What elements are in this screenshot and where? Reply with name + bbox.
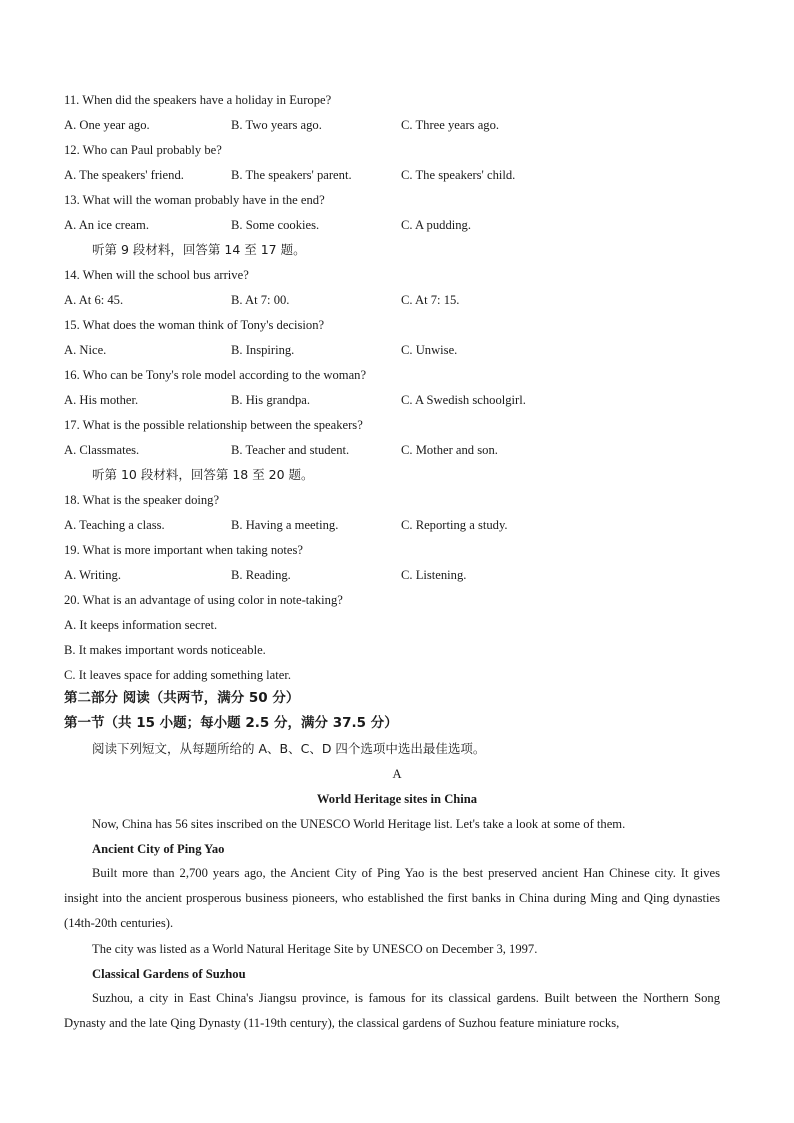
passage-intro: Now, China has 56 sites inscribed on the UNESCO World Heritage list. Let's take a look at some of them. [92, 817, 626, 831]
passage-label: A [392, 767, 402, 781]
q18-option-c: C. Reporting a study. [401, 518, 508, 532]
q18-option-a: A. Teaching a class. [64, 518, 165, 532]
part2-heading: 第二部分 阅读（共两节，满分 50 分） [64, 690, 300, 706]
passage-title: World Heritage sites in China [316, 792, 478, 806]
q12-option-b: B. The speakers' parent. [231, 168, 352, 182]
q13-option-c: C. A pudding. [401, 218, 471, 232]
q19-option-b: B. Reading. [231, 568, 291, 582]
q17-option-b: B. Teacher and student. [231, 443, 350, 457]
question-19: 19. What is more important when taking notes? [64, 543, 303, 557]
q14-option-b: B. At 7: 00. [231, 293, 290, 307]
q16-option-b: B. His grandpa. [231, 393, 311, 407]
instruction-segment-9: 听第 9 段材料，回答第 14 至 17 题。 [92, 242, 306, 257]
q14-option-c: C. At 7: 15. [401, 293, 460, 307]
q18-option-b: B. Having a meeting. [231, 518, 339, 532]
question-13: 13. What will the woman probably have in the end? [64, 193, 325, 207]
q14-option-a: A. At 6: 45. [64, 293, 124, 307]
question-16: 16. Who can be Tony's role model according to the woman? [64, 368, 367, 382]
section1-heading: 第一节（共 15 小题；每小题 2.5 分，满分 37.5 分） [64, 715, 398, 731]
question-17: 17. What is the possible relationship between the speakers? [64, 418, 363, 432]
subheading-suzhou: Classical Gardens of Suzhou [92, 967, 246, 981]
question-11: 11. When did the speakers have a holiday in Europe? [64, 93, 332, 107]
q11-option-b: B. Two years ago. [231, 118, 322, 132]
q19-option-c: C. Listening. [401, 568, 467, 582]
q12-option-c: C. The speakers' child. [401, 168, 516, 182]
question-12: 12. Who can Paul probably be? [64, 143, 222, 157]
q15-option-b: B. Inspiring. [231, 343, 295, 357]
paragraph-ping-yao: Built more than 2,700 years ago, the Ancient City of Ping Yao is the best preserved ancient Han Chinese city. It gives insight into the ancient prosperous business pioneers, who established the first banks in China during Ming and Qing dynasties (14th-20th centuries). [64, 866, 720, 930]
question-15: 15. What does the woman think of Tony's decision? [64, 318, 325, 332]
paragraph-suzhou: Suzhou, a city in East China's Jiangsu province, is famous for its classical gardens. Built between the Northern Song Dynasty and the late Qing Dynasty (11-19th century), the classical gardens of Suzhou feature miniature rocks, [64, 991, 720, 1030]
question-18: 18. What is the speaker doing? [64, 493, 220, 507]
reading-directions: 阅读下列短文，从每题所给的 A、B、C、D 四个选项中选出最佳选项。 [92, 741, 486, 756]
q20-option-c: C. It leaves space for adding something later. [64, 668, 291, 682]
q11-option-a: A. One year ago. [64, 118, 150, 132]
q15-option-c: C. Unwise. [401, 343, 458, 357]
q16-option-a: A. His mother. [64, 393, 139, 407]
instruction-segment-10: 听第 10 段材料，回答第 18 至 20 题。 [92, 467, 314, 482]
paragraph-ping-yao-listing: The city was listed as a World Natural Heritage Site by UNESCO on December 3, 1997. [92, 942, 538, 956]
q11-option-c: C. Three years ago. [401, 118, 500, 132]
q16-option-c: C. A Swedish schoolgirl. [401, 393, 526, 407]
q12-option-a: A. The speakers' friend. [64, 168, 184, 182]
subheading-ping-yao: Ancient City of Ping Yao [92, 842, 225, 856]
q20-option-b: B. It makes important words noticeable. [64, 643, 266, 657]
q20-option-a: A. It keeps information secret. [64, 618, 218, 632]
q13-option-b: B. Some cookies. [231, 218, 320, 232]
question-14: 14. When will the school bus arrive? [64, 268, 249, 282]
q17-option-c: C. Mother and son. [401, 443, 498, 457]
q13-option-a: A. An ice cream. [64, 218, 149, 232]
question-20: 20. What is an advantage of using color in note-taking? [64, 593, 343, 607]
q15-option-a: A. Nice. [64, 343, 107, 357]
q17-option-a: A. Classmates. [64, 443, 140, 457]
q19-option-a: A. Writing. [64, 568, 121, 582]
